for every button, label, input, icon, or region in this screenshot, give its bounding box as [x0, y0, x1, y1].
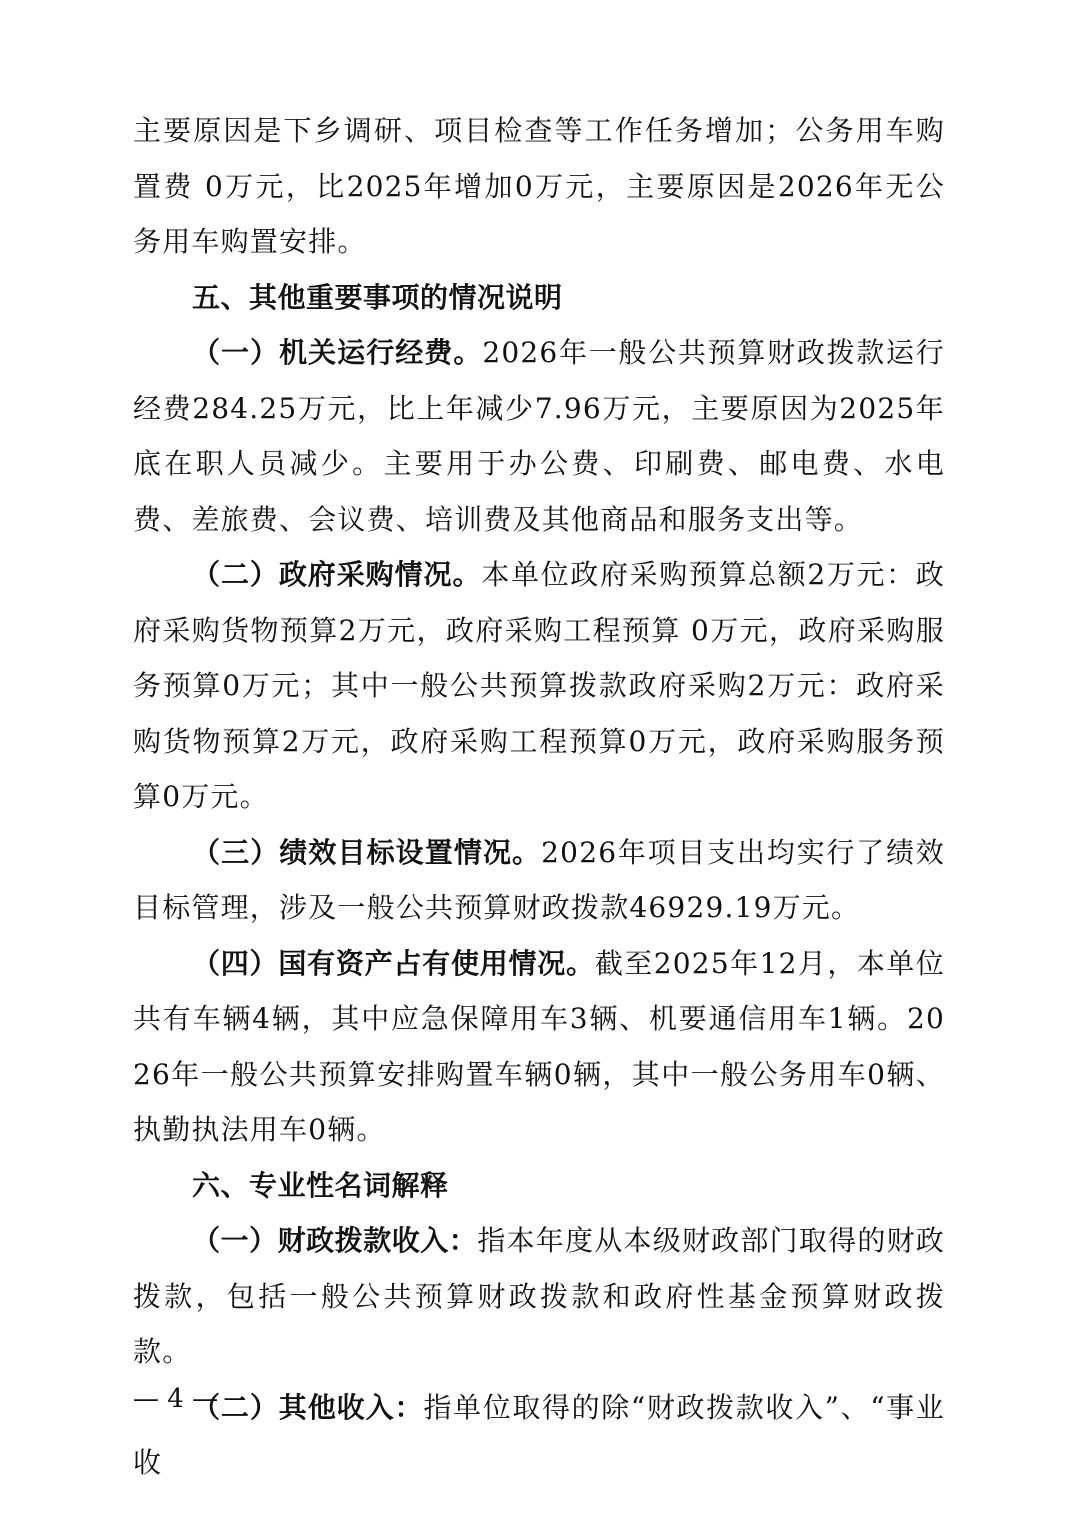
paragraph-lead: （一）财政拨款收入： [192, 1224, 478, 1257]
paragraph-lead: （三）绩效目标设置情况。 [192, 835, 542, 869]
paragraph-vehicle-expense: 主要原因是下乡调研、项目检查等工作任务增加；公务用车购置费 0万元，比2025年增加0万元，主要原因是2026年无公务用车购置安排。 [133, 114, 945, 258]
paragraph-performance-targets [133, 825, 945, 936]
page-number: — 4 — [133, 1384, 219, 1414]
paragraph-government-procurement [133, 547, 945, 825]
document-body [133, 103, 945, 1491]
paragraph-lead: （二）其他收入： [192, 1390, 424, 1424]
paragraph-text: 本单位政府采购预算总额2万元：政府采购货物预算2万元，政府采购工程预算 0万元，政府采购服务预算0万元；其中一般公共预算拨款政府采购2万元：政府采购货物预算2万元，政府采购工程预算0万元，政府采购服务预算0万元。 [133, 558, 945, 813]
section-heading-glossary: 六、专业性名词解释 [192, 1168, 449, 1202]
paragraph-text: 截至2025年12月，本单位共有车辆4辆，其中应急保障用车3辆、机要通信用车1辆。2026年一般公共预算安排购置车辆0辆，其中一般公务用车0辆、执勤执法用车0辆。 [133, 946, 945, 1146]
paragraph-text: 指本年度从本级财政部门取得的财政拨款，包括一般公共预算财政拨款和政府性基金预算财政拨款。 [133, 1224, 945, 1368]
paragraph-lead: （四）国有资产占有使用情况。 [192, 946, 595, 980]
paragraph-state-assets [133, 936, 945, 1158]
paragraph-text: 2026年一般公共预算财政拨款运行经费284.25万元，比上年减少7.96万元，主要原因为2025年底在职人员减少。主要用于办公费、印刷费、邮电费、水电费、差旅费、会议费、培训费及其他商品和服务支出等。 [133, 336, 945, 536]
paragraph-lead: （二）政府采购情况。 [192, 558, 482, 591]
paragraph-text: 2026年项目支出均实行了绩效目标管理，涉及一般公共预算财政拨款46929.19万元。 [133, 835, 945, 924]
paragraph-fiscal-appropriation-income [133, 1213, 945, 1380]
paragraph-lead: （一）机关运行经费。 [192, 336, 483, 369]
paragraph-other-income [133, 1380, 945, 1491]
paragraph-operating-expense [133, 325, 945, 547]
section-heading-other-matters: 五、其他重要事项的情况说明 [192, 280, 563, 314]
paragraph-text: 指单位取得的除“财政拨款收入”、“事业收 [133, 1390, 945, 1479]
